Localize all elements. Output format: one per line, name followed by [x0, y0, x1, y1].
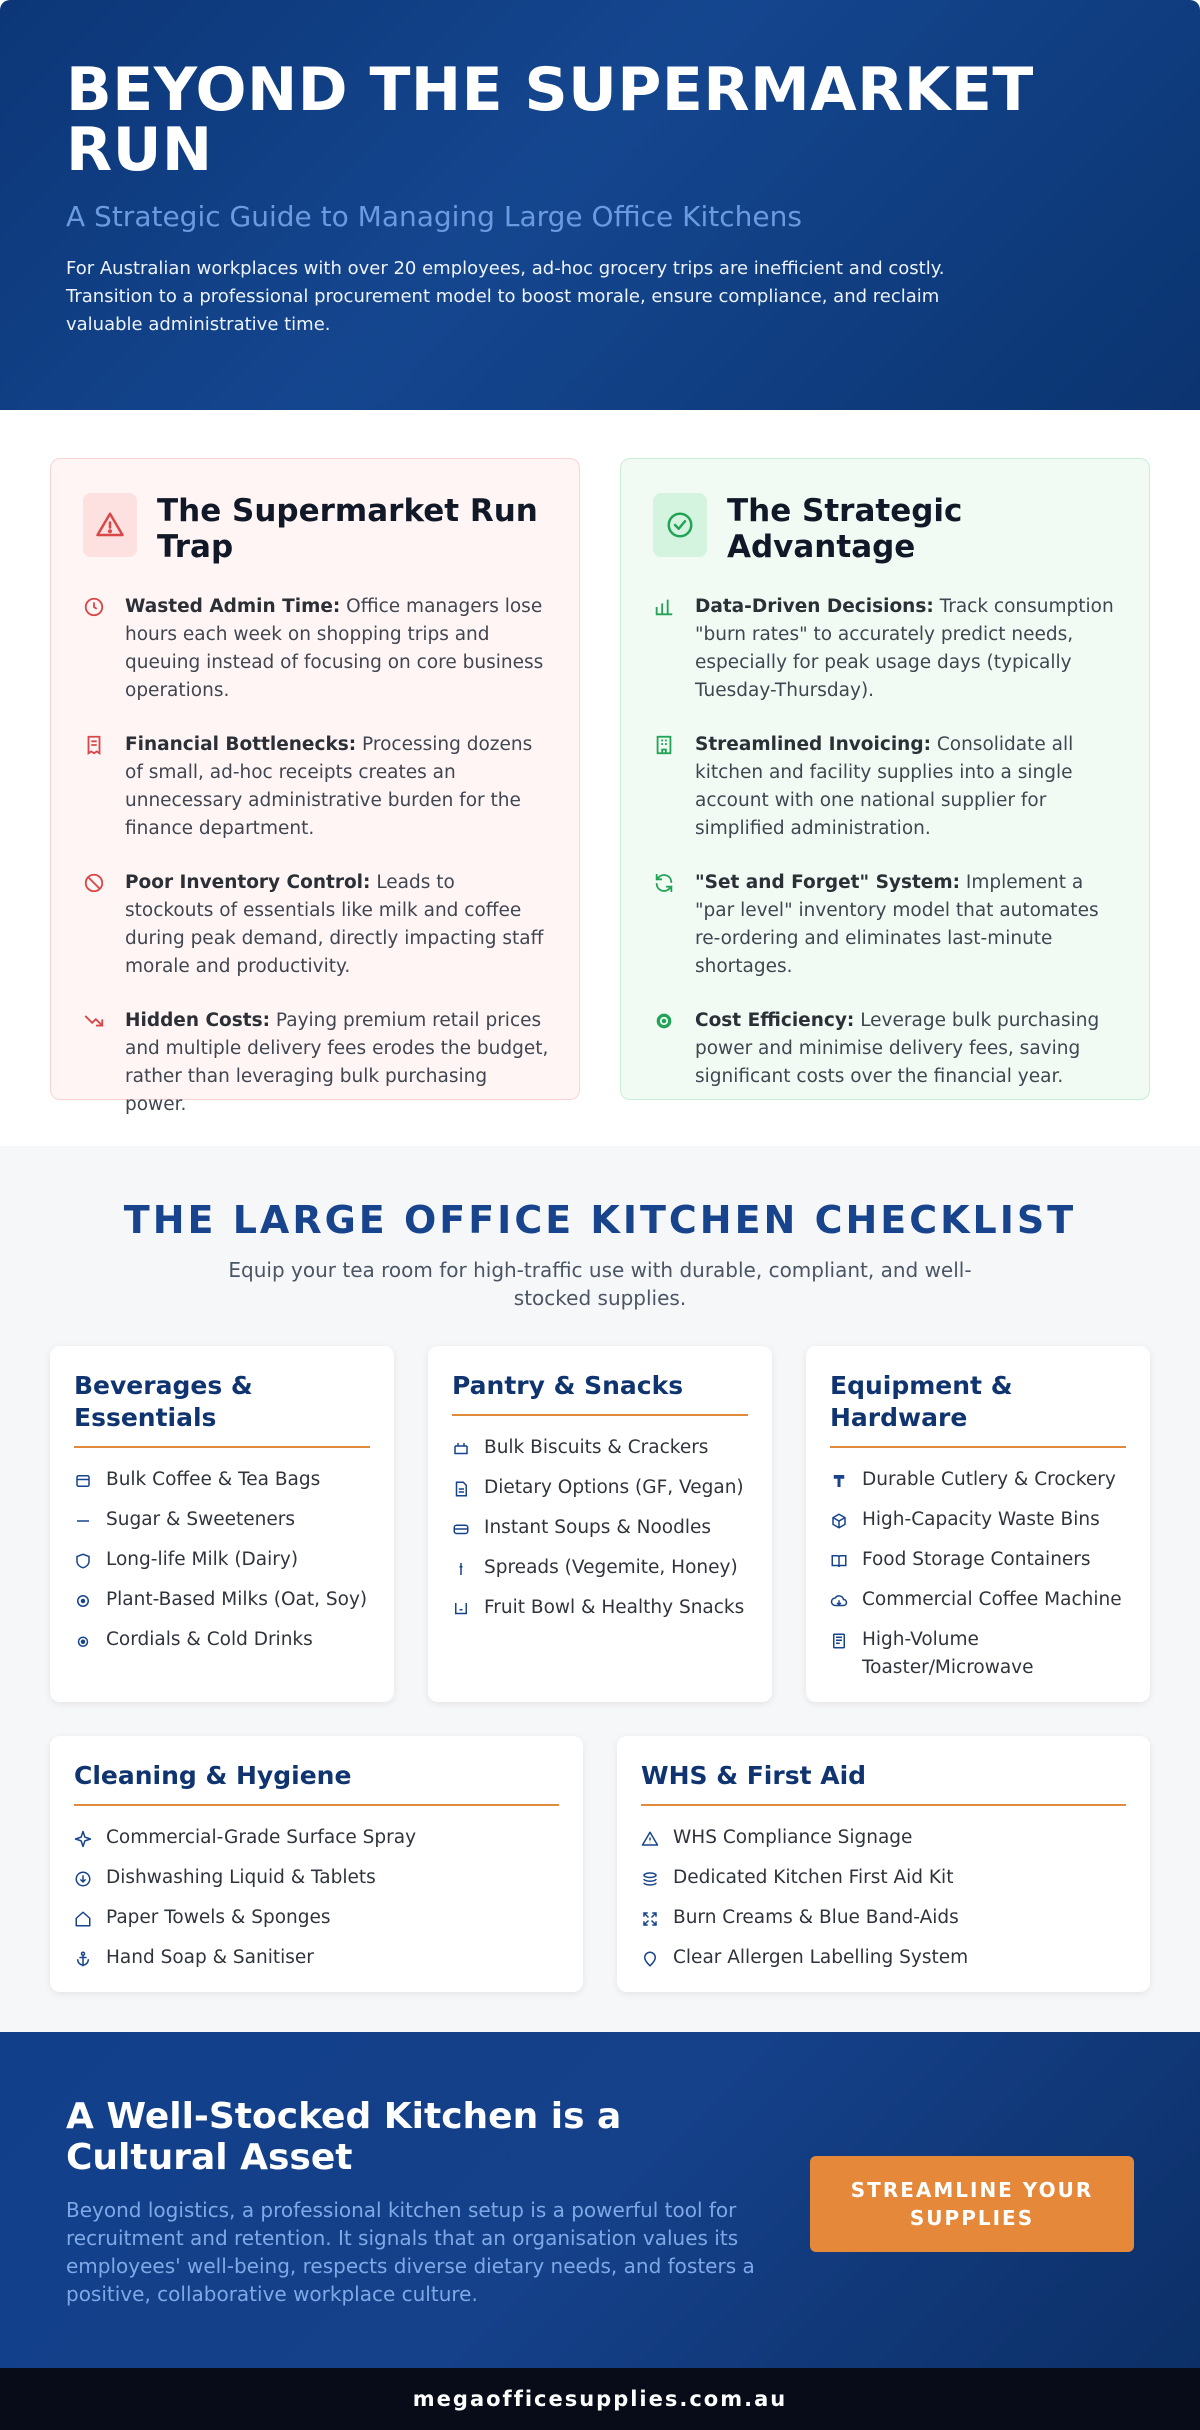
list-item [452, 1434, 748, 1462]
trap-point-text: Office managers lose hours each week on shopping trips and queuing instead of focusing on core business operations. [125, 596, 544, 701]
advantage-point-text: Consolidate all kitchen and facility supplies into a single account with one national supplier for simplified administration. [695, 734, 1074, 839]
list-item [74, 1944, 559, 1972]
expand-icon [641, 1909, 659, 1927]
trend-down-icon [83, 1010, 105, 1032]
trap-point-label: Hidden Costs: [125, 1010, 271, 1031]
cookie-tray-icon [452, 1439, 470, 1457]
advantage-point-text: Track consumption "burn rates" to accurately predict needs, especially for peak usage days (typically Tuesday-Thursday). [695, 596, 1114, 701]
item-label: Bulk Coffee & Tea Bags [106, 1469, 321, 1490]
list-item [74, 1546, 370, 1574]
cutlery-icon [830, 1471, 848, 1489]
cta-text: Beyond logistics, a professional kitchen setup is a powerful tool for recruitment and retention. It signals that an organisation values its employees' well-being, respects diverse dietary needs, and fosters a positive, collaborative workplace culture. [66, 2198, 755, 2306]
advantage-title: The Strategic Advantage [727, 493, 963, 565]
item-label: Bulk Biscuits & Crackers [484, 1437, 709, 1458]
download-circle-icon [74, 1869, 92, 1887]
streamline-supplies-button[interactable]: STREAMLINE YOUR SUPPLIES [810, 2156, 1134, 2252]
receipt-icon [83, 734, 105, 756]
list-item [452, 1594, 748, 1622]
knife-icon [452, 1559, 470, 1577]
trap-point-text: Processing dozens of small, ad-hoc receipts creates an unnecessary administrative burden for the finance department. [125, 734, 533, 839]
checklist-title: THE LARGE OFFICE KITCHEN CHECKLIST [123, 1198, 1077, 1242]
checklist-card-cleaning [50, 1736, 583, 1992]
card-title: Pantry & Snacks [452, 1370, 748, 1416]
trap-point [83, 869, 549, 981]
document-icon [452, 1479, 470, 1497]
dot-circle-icon [74, 1591, 92, 1609]
cta-title: A Well-Stocked Kitchen is a Cultural Asset [66, 2096, 622, 2178]
card-title: Beverages & Essentials [74, 1370, 370, 1448]
trap-point [83, 1007, 549, 1119]
advantage-point [653, 869, 1119, 981]
footer-domain[interactable]: megaofficesupplies.com.au [0, 2368, 1200, 2430]
intro-paragraph: For Australian workplaces with over 20 employees, ad-hoc grocery trips are inefficient and costly. Transition to a professional procurement model to boost morale, ensure compliance, and reclaim valuable administrative time. [66, 258, 945, 335]
list-item [641, 1904, 1126, 1932]
dash-icon [74, 1511, 92, 1529]
advantage-point-text: Leverage bulk purchasing power and minimise delivery fees, saving significant costs over the financial year. [695, 1010, 1100, 1087]
list-item [830, 1506, 1126, 1534]
list-item [641, 1824, 1126, 1852]
advantage-point [653, 1007, 1119, 1091]
checklist-card-equipment [806, 1346, 1150, 1702]
trap-point [83, 731, 549, 843]
anchor-icon [74, 1949, 92, 1967]
cta-section [0, 2032, 1200, 2368]
coin-icon [653, 1010, 675, 1032]
advantage-point-label: Data-Driven Decisions: [695, 596, 934, 617]
advantage-point [653, 593, 1119, 705]
checklist-card-whs [617, 1736, 1150, 1992]
item-label: Durable Cutlery & Crockery [862, 1469, 1116, 1490]
page-subtitle: A Strategic Guide to Managing Large Office Kitchens [66, 200, 802, 233]
clock-icon [83, 596, 105, 618]
item-label: Commercial-Grade Surface Spray [106, 1827, 417, 1848]
trap-point-label: Wasted Admin Time: [125, 596, 341, 617]
supermarket-trap-panel [50, 458, 580, 1115]
item-label: Dietary Options (GF, Vegan) [484, 1477, 744, 1498]
refresh-icon [653, 872, 675, 894]
comparison-section [0, 410, 1200, 1146]
item-label: Food Storage Containers [862, 1549, 1091, 1570]
list-item [74, 1506, 370, 1534]
list-item [830, 1466, 1126, 1494]
item-label: High-Volume Toaster/Microwave [862, 1629, 1034, 1678]
item-label: Dishwashing Liquid & Tablets [106, 1867, 376, 1888]
warning-triangle-icon [83, 493, 137, 557]
item-label: Long-life Milk (Dairy) [106, 1549, 299, 1570]
map-pin-icon [641, 1949, 659, 1967]
list-item [452, 1554, 748, 1582]
bar-chart-icon [653, 596, 675, 618]
card-title: WHS & First Aid [641, 1760, 1126, 1806]
item-label: Paper Towels & Sponges [106, 1907, 331, 1928]
item-label: WHS Compliance Signage [673, 1827, 913, 1848]
item-label: Spreads (Vegemite, Honey) [484, 1557, 738, 1578]
trap-point-text: Leads to stockouts of essentials like milk and coffee during peak demand, directly impacting staff morale and productivity. [125, 872, 544, 977]
list-item [641, 1944, 1126, 1972]
list-item [641, 1864, 1126, 1892]
item-label: Clear Allergen Labelling System [673, 1947, 969, 1968]
list-item [830, 1546, 1126, 1574]
appliance-icon [830, 1631, 848, 1649]
item-label: High-Capacity Waste Bins [862, 1509, 1100, 1530]
sparkle-icon [74, 1829, 92, 1847]
trap-point [83, 593, 549, 705]
advantage-point-text: Implement a "par level" inventory model that automates re-ordering and eliminates last-minute shortages. [695, 872, 1099, 977]
bowl-icon [452, 1519, 470, 1537]
list-item [830, 1626, 1126, 1682]
item-label: Fruit Bowl & Healthy Snacks [484, 1597, 745, 1618]
item-label: Dedicated Kitchen First Aid Kit [673, 1867, 954, 1888]
drop-icon [74, 1631, 92, 1649]
trap-point-text: Paying premium retail prices and multiple delivery fees erodes the budget, rather than leveraging bulk purchasing power. [125, 1010, 549, 1115]
list-item [74, 1824, 559, 1852]
item-label: Sugar & Sweeteners [106, 1509, 295, 1530]
checklist-card-beverages [50, 1346, 394, 1702]
page-title: BEYOND THE SUPERMARKET RUN [66, 55, 1034, 185]
cloud-download-icon [830, 1591, 848, 1609]
box-icon [830, 1511, 848, 1529]
fruit-bowl-icon [452, 1599, 470, 1617]
strategic-advantage-panel [620, 458, 1150, 1100]
trap-point-label: Poor Inventory Control: [125, 872, 371, 893]
item-label: Instant Soups & Noodles [484, 1517, 712, 1538]
card-title: Cleaning & Hygiene [74, 1760, 559, 1806]
building-icon [653, 734, 675, 756]
checklist-subtitle: Equip your tea room for high-traffic use with durable, compliant, and well-stocked supplies. [228, 1258, 972, 1310]
shield-icon [74, 1551, 92, 1569]
item-label: Hand Soap & Sanitiser [106, 1947, 314, 1968]
list-item [74, 1586, 370, 1614]
advantage-point-label: Streamlined Invoicing: [695, 734, 931, 755]
kitchen-checklist-section [0, 1146, 1200, 2032]
warning-icon [641, 1829, 659, 1847]
item-label: Commercial Coffee Machine [862, 1589, 1122, 1610]
list-item [452, 1514, 748, 1542]
list-item [830, 1586, 1126, 1614]
item-label: Cordials & Cold Drinks [106, 1629, 313, 1650]
item-label: Plant-Based Milks (Oat, Soy) [106, 1589, 368, 1610]
hero-banner [0, 0, 1200, 410]
advantage-point [653, 731, 1119, 843]
coffee-bag-icon [74, 1471, 92, 1489]
check-circle-icon [653, 493, 707, 557]
list-item [452, 1474, 748, 1502]
home-icon [74, 1909, 92, 1927]
ban-icon [83, 872, 105, 894]
item-label: Burn Creams & Blue Band-Aids [673, 1907, 959, 1928]
advantage-point-label: "Set and Forget" System: [695, 872, 961, 893]
list-item [74, 1466, 370, 1494]
stack-icon [641, 1869, 659, 1887]
checklist-card-pantry [428, 1346, 772, 1702]
list-item [74, 1626, 370, 1654]
list-item [74, 1864, 559, 1892]
list-item [74, 1904, 559, 1932]
book-icon [830, 1551, 848, 1569]
advantage-point-label: Cost Efficiency: [695, 1010, 855, 1031]
trap-title: The Supermarket Run Trap [157, 493, 538, 565]
card-title: Equipment & Hardware [830, 1370, 1126, 1448]
trap-point-label: Financial Bottlenecks: [125, 734, 357, 755]
